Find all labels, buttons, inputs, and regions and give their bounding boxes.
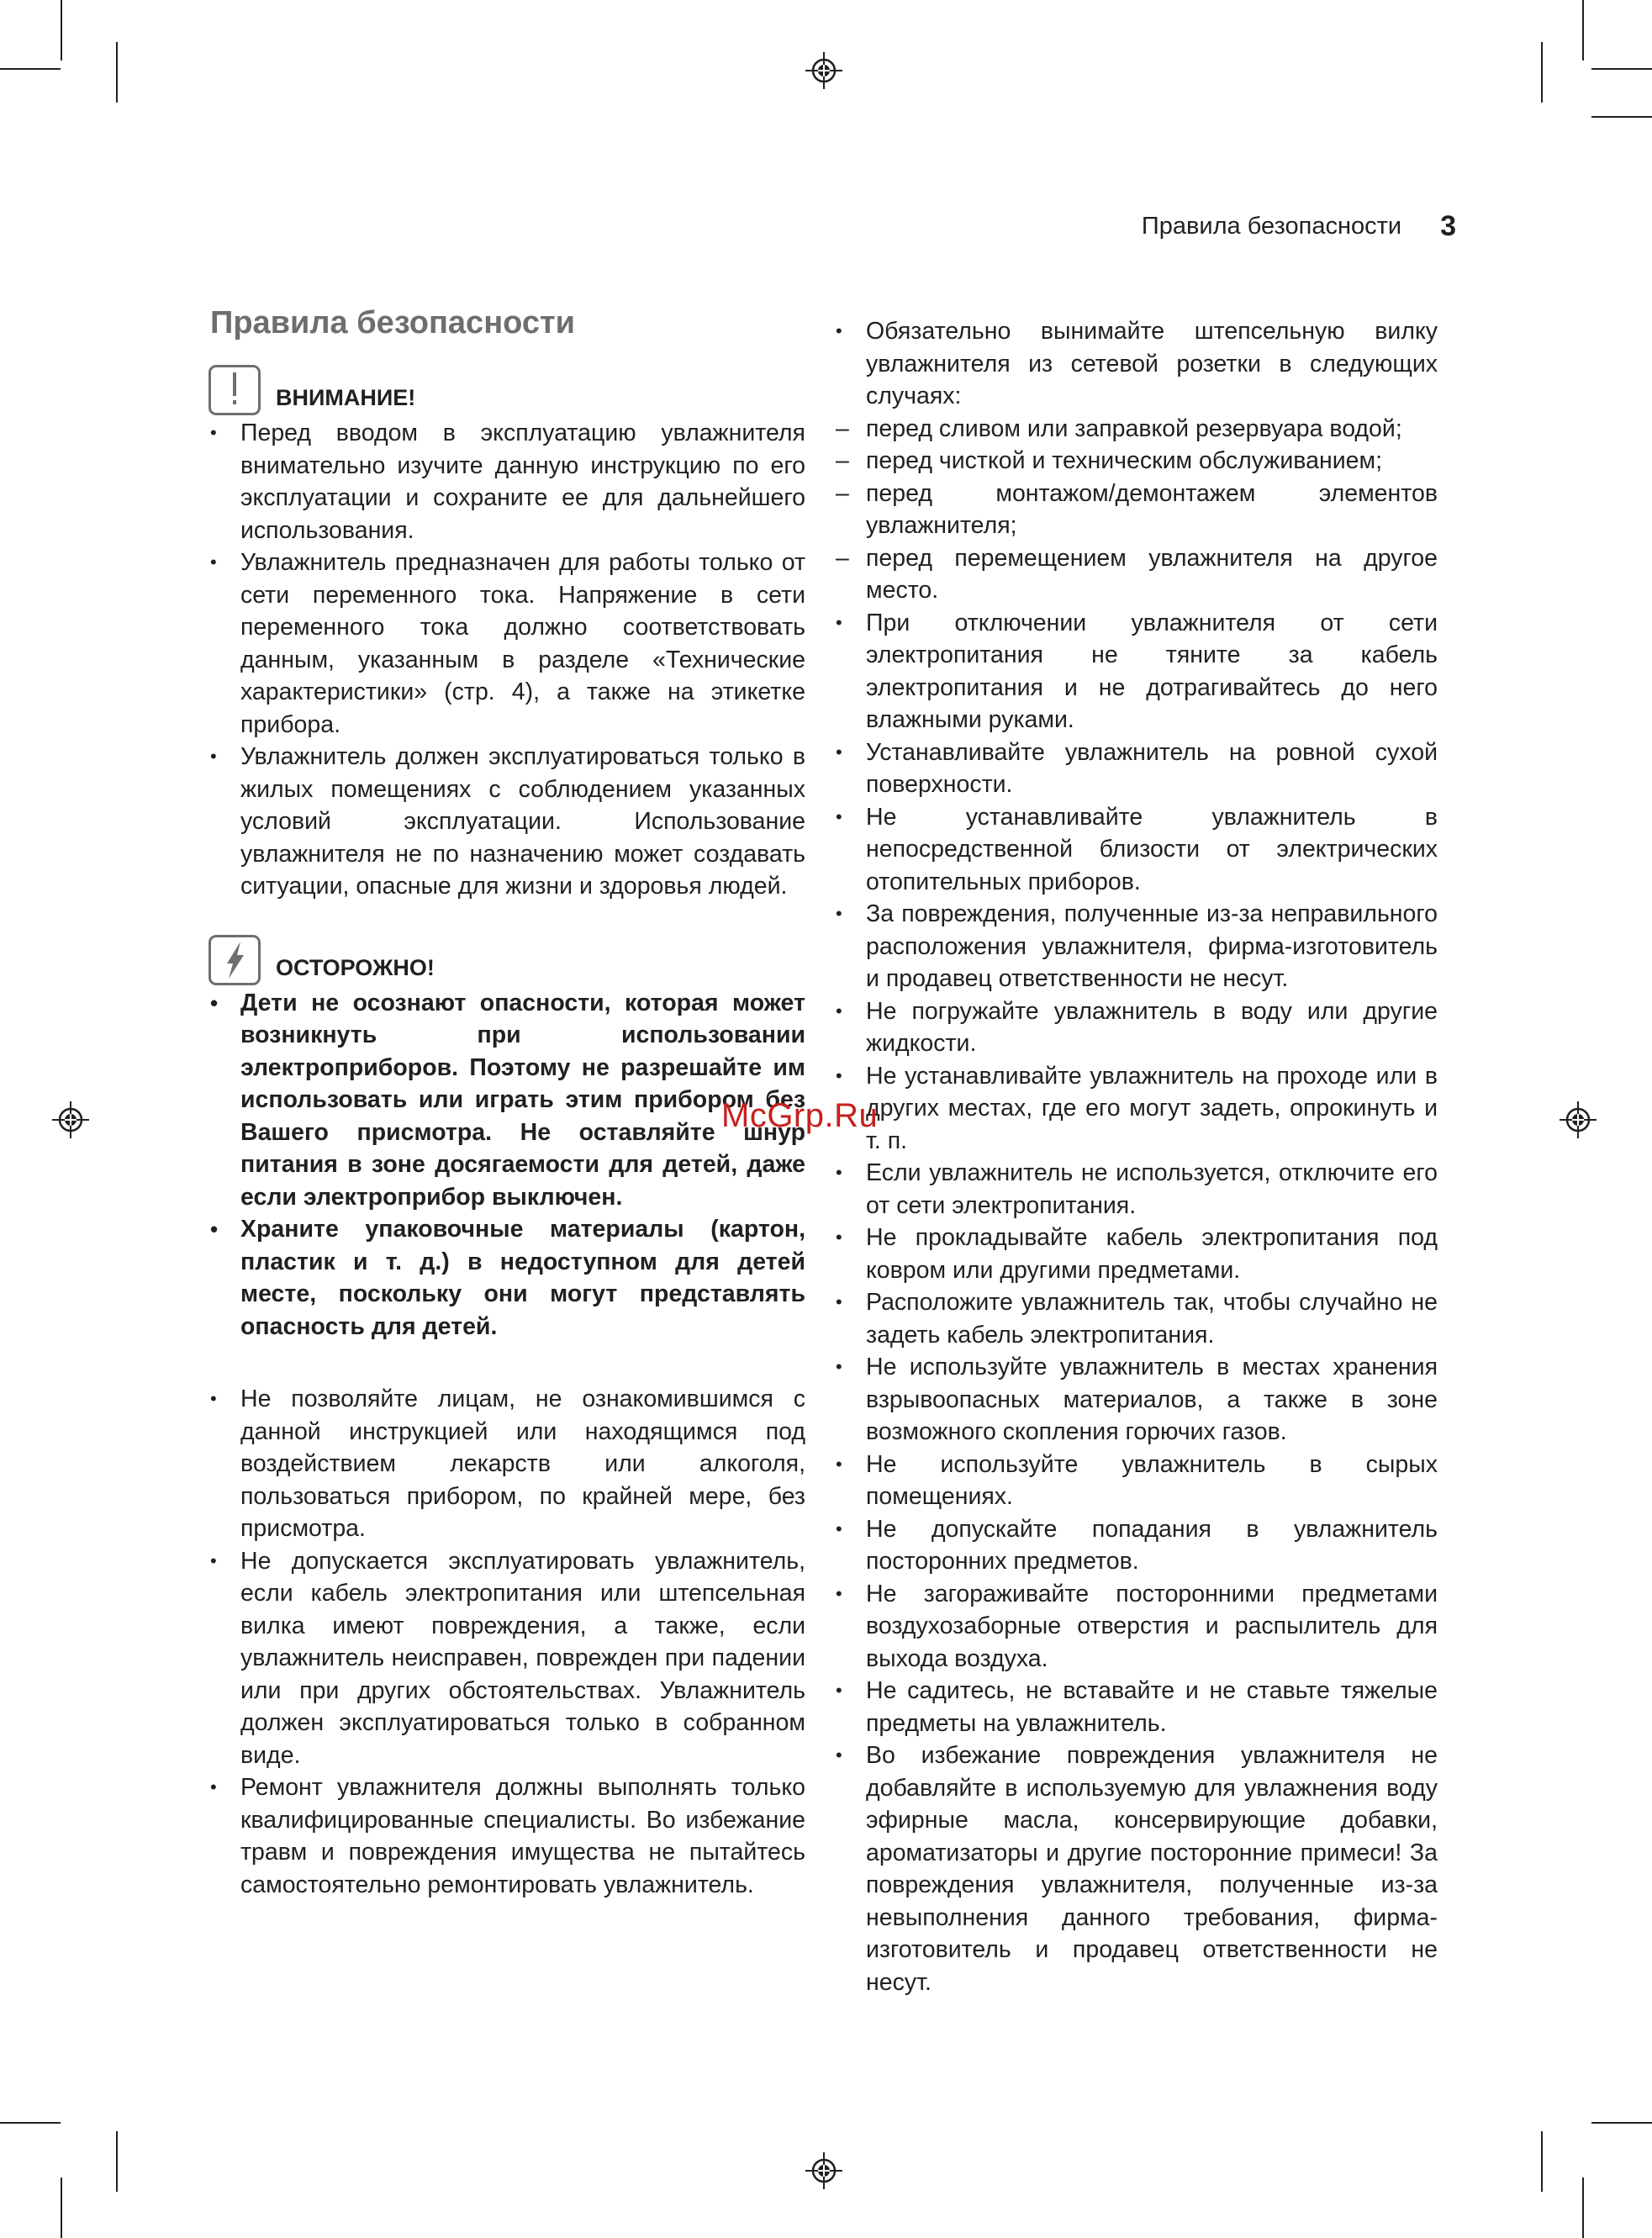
sub-list-item: – перед сливом или заправкой резервуара водой; [834, 413, 1438, 446]
page-title: Правила безопасности [210, 305, 575, 340]
list-item: • Не используйте увлажнитель в сырых помещениях. [834, 1449, 1438, 1513]
list-item: • Не загораживайте посторонними предметами воздухозаборные отверстия и распылитель для выхода воздуха. [834, 1578, 1438, 1676]
registration-mark-icon [52, 1101, 89, 1138]
list-item: • Не позволяйте лицам, не ознакомившимся с данной инструкцией или находящимся под воздействием лекарств или алкоголя, пользоваться прибором, по крайней мере, без присмотра. [208, 1383, 805, 1545]
running-header [1085, 205, 1456, 247]
registration-mark-icon [805, 52, 842, 89]
lightning-icon [208, 935, 261, 985]
crop-mark [1591, 68, 1652, 70]
registration-mark-icon [1560, 1101, 1597, 1138]
crop-mark [1582, 2177, 1584, 2238]
general-list [208, 1383, 805, 1901]
attention-list [208, 417, 805, 903]
attention-label: ВНИМАНИЕ! [276, 385, 416, 410]
sub-list-item: – перед чисткой и техническим обслуживанием; [834, 445, 1438, 478]
caution-label: ОСТОРОЖНО! [276, 954, 435, 980]
list-item: • Храните упаковочные материалы (картон, пластик и т. д.) в недоступном для детей месте, поскольку они могут представлять опасность для детей. [208, 1213, 805, 1343]
crop-mark [0, 2122, 61, 2124]
running-header-title: Правила безопасности [1141, 212, 1402, 240]
crop-mark [1591, 2122, 1652, 2124]
list-item: • Не используйте увлажнитель в местах хранения взрывоопасных материалов, а также в зоне возможного скопления горючих газов. [834, 1351, 1438, 1449]
list-item: • Не допускайте попадания в увлажнитель посторонних предметов. [834, 1513, 1438, 1578]
caution-list [208, 987, 805, 1343]
exclamation-icon [208, 365, 261, 415]
list-item: • Не погружайте увлажнитель в воду или другие жидкости. [834, 995, 1438, 1060]
registration-mark-icon [805, 2152, 842, 2189]
list-item: • За повреждения, полученные из-за неправильного расположения увлажнителя, фирма-изготовитель и продавец ответственности не несут. [834, 898, 1438, 995]
list-item: • Не устанавливайте увлажнитель на проходе или в других местах, где его могут задеть, опрокинуть и т. п. [834, 1060, 1438, 1158]
attention-notice [208, 365, 805, 415]
crop-mark [1541, 2131, 1543, 2192]
crop-mark [1541, 42, 1543, 103]
list-item: • Не прокладывайте кабель электропитания под ковром или другими предметами. [834, 1222, 1438, 1286]
list-item: • Устанавливайте увлажнитель на ровной сухой поверхности. [834, 736, 1438, 801]
left-column [208, 304, 805, 1901]
list-item: • Увлажнитель предназначен для работы только от сети переменного тока. Напряжение в сети переменного тока должно соответствовать данным, указанным в разделе «Технические характеристики» (стр. 4), а также на этикетке прибора. [208, 546, 805, 741]
crop-mark [61, 0, 62, 61]
list-item: • Не допускается эксплуатировать увлажнитель, если кабель электропитания или штепсельная вилка имеют повреждения, а также, если увлажнитель неисправен, поврежден при падении или при других обстоятельствах. Увлажнитель должен эксплуатироваться только в собранном виде. [208, 1545, 805, 1772]
list-item: • Обязательно вынимайте штепсельную вилку увлажнителя из сетевой розетки в следующих случаях: [834, 315, 1438, 413]
list-item: • Во избежание повреждения увлажнителя не добавляйте в используемую для увлажнения воду эфирные масла, консервирующие добавки, ароматизаторы и другие посторонние примеси! За повреждения увлажнителя, полученные из-за невыполнения данного требования, фирма-изготовитель и продавец ответственности не несут. [834, 1739, 1438, 1998]
crop-mark [116, 42, 118, 103]
right-list [834, 315, 1438, 1998]
crop-mark [0, 68, 61, 70]
crop-mark [1591, 116, 1652, 118]
list-item: • Увлажнитель должен эксплуатироваться только в жилых помещениях с соблюдением указанных условий эксплуатации. Использование увлажнителя не по назначению может создавать ситуации, опасные для жизни и здоровья людей. [208, 741, 805, 903]
crop-mark [61, 2177, 62, 2238]
sub-list-item: – перед монтажом/демонтажем элементов увлажнителя; [834, 478, 1438, 542]
right-column [834, 315, 1438, 1998]
list-item: • Если увлажнитель не используется, отключите его от сети электропитания. [834, 1157, 1438, 1222]
watermark: McGrp.Ru [721, 1097, 879, 1134]
list-item: • При отключении увлажнителя от сети электропитания не тяните за кабель электропитания и не дотрагивайтесь до него влажными руками. [834, 607, 1438, 736]
list-item: • Не садитесь, не вставайте и не ставьте тяжелые предметы на увлажнитель. [834, 1675, 1438, 1739]
list-item: • Перед вводом в эксплуатацию увлажнителя внимательно изучите данную инструкцию по его эксплуатации и сохраните ее для дальнейшего использования. [208, 417, 805, 546]
caution-notice [208, 935, 805, 985]
sub-list-item: – перед перемещением увлажнителя на другое место. [834, 542, 1438, 607]
crop-mark [116, 2131, 118, 2192]
list-item: • Не устанавливайте увлажнитель в непосредственной близости от электрических отопительных приборов. [834, 801, 1438, 899]
list-item: • Расположите увлажнитель так, чтобы случайно не задеть кабель электропитания. [834, 1286, 1438, 1351]
crop-mark [1582, 0, 1584, 61]
list-item: • Дети не осознают опасности, которая может возникнуть при использовании электроприборов. Поэтому не разрешайте им использовать или играть этим прибором без Вашего присмотра. Не оставляйте шнур питания в зоне досягаемости для детей, даже если электроприбор выключен. [208, 987, 805, 1214]
page-number: 3 [1440, 209, 1456, 242]
list-item: • Ремонт увлажнителя должны выполнять только квалифицированные специалисты. Во избежание травм и повреждения имущества не пытайтесь самостоятельно ремонтировать увлажнитель. [208, 1771, 805, 1901]
